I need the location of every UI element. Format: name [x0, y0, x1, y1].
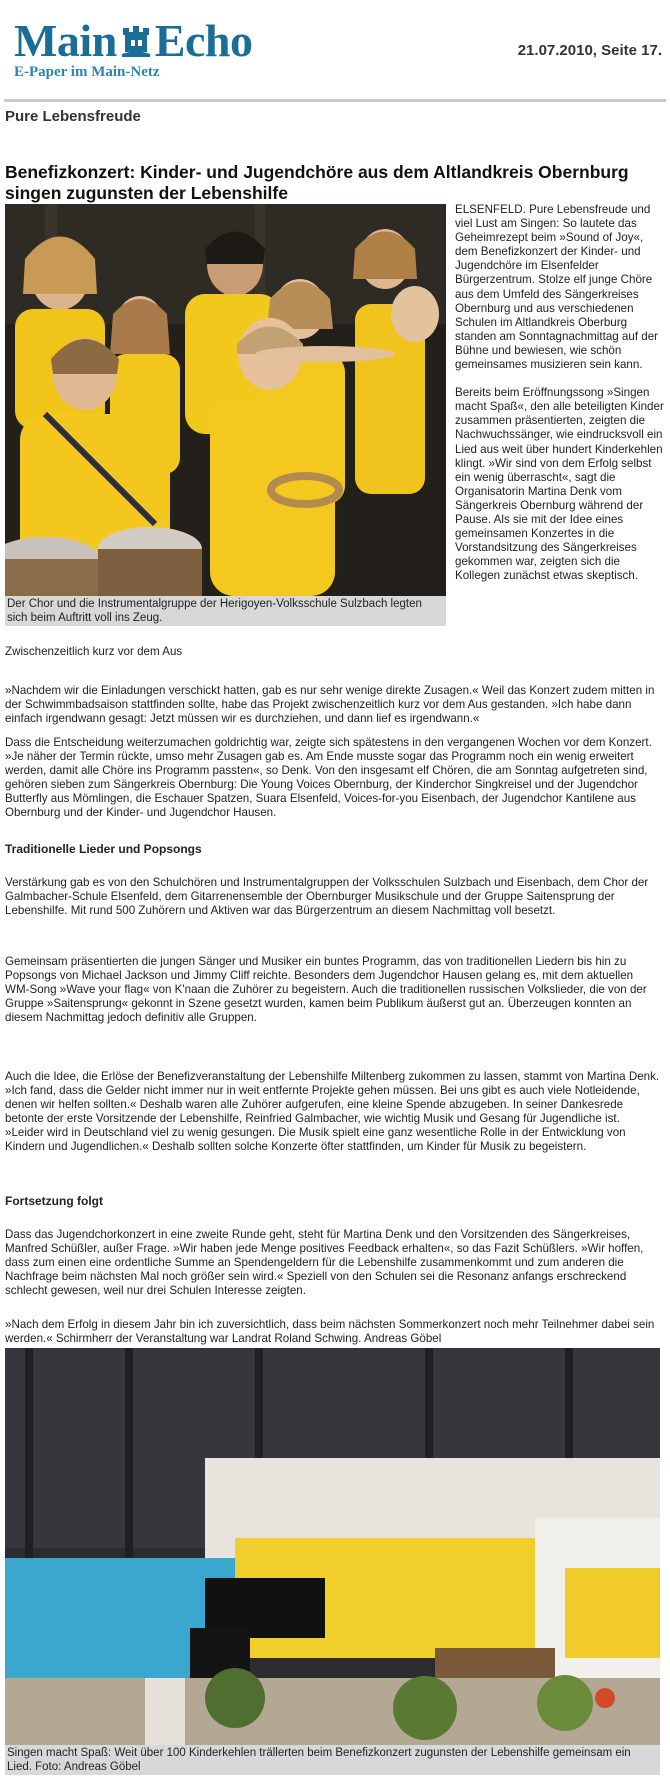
body-paragraph: »Nach dem Erfolg in diesem Jahr bin ich zuversichtlich, dass beim nächsten Sommerkonzert noch mehr Teilnehmer dabei sein werden.« Schirmherr der Veranstaltung war Landrat Roland Schwing. Andreas Göbel: [5, 1318, 655, 1346]
lead-paragraph-2: Bereits beim Eröffnungssong »Singen macht Spaß«, den alle beteiligten Kinder zusammen präsentierten, zeigten die Nachwuchssänger, wie eindrucksvoll ein Lied aus weit über hundert Kinderkehlen klingt. »Wir sind von dem Erfolg selbst ein wenig überrascht«, sagt die Organisatorin Martina Denk vom Sängerkreis Obernburg während der Pause. Als sie mit der Idee eines gemeinsamen Konzertes in die Vorstandsitzung des Sängerkreises gekommen war, zeigten sich die Kollegen zunächst etwas skeptisch.: [455, 386, 664, 583]
issue-date: 21.07.2010, Seite 17.: [517, 42, 662, 59]
subheading-traditionelle-lieder: Traditionelle Lieder und Popsongs: [5, 842, 202, 856]
kicker: Pure Lebensfreude: [5, 108, 141, 125]
body-paragraph: Gemeinsam präsentierten die jungen Sänger und Musiker ein buntes Programm, das von traditionellen Liedern bis hin zu Popsongs von Michael Jackson und Jimmy Cliff reichte. Besonders dem Jugendchor Hausen gelang es, mit dem aktuellen WM-Song »Wave your flag« von K'naan die Zuhörer zu begeistern. Auch die traditionellen russischen Volkslieder, die von der Gruppe »Saitensprung« gekonnt in Szene gesetzt wurden, kamen beim Publikum äußerst gut an. Überzeugen konnten an diesem Nachmittag jedoch definitiv alle Gruppen.: [5, 955, 647, 1025]
photo-concert-stage: [5, 1348, 660, 1745]
photo-concert-stage-image: [5, 1348, 660, 1745]
article-headline: Benefizkonzert: Kinder- und Jugendchöre aus dem Altlandkreis Obernburg singen zugunsten der Lebenshilfe: [5, 162, 629, 203]
photo2-caption: Singen macht Spaß: Weit über 100 Kinderkehlen trällerten beim Benefizkonzert zugunsten der Lebenshilfe gemeinsam ein Lied. Foto: Andreas Göbel: [5, 1745, 660, 1775]
subheading-fortsetzung: Fortsetzung folgt: [5, 1194, 103, 1208]
subheading-zwischenzeitlich: Zwischenzeitlich kurz vor dem Aus: [5, 645, 183, 658]
body-paragraph: Verstärkung gab es von den Schulchören und Instrumentalgruppen der Volksschulen Sulzbach und Eisenbach, dem Chor der Galmbacher-Schule Elsenfeld, dem Gitarrenensemble der Obernburger Musikschule und der Gruppe Saitensprung der Lebenshilfe. Mit rund 500 Zuhörern und Aktiven war das Bürgerzentrum an diesem Nachmittag voll besetzt.: [5, 876, 649, 918]
article-lead-column: [455, 203, 665, 597]
header-rule: [4, 99, 666, 102]
body-paragraph: »Nachdem wir die Einladungen verschickt hatten, gab es nur sehr wenige direkte Zusagen.« Weil das Konzert zudem mitten in der Schwimmbadsaison stattfinden sollte, habe das Projekt zwischenzeitlich kurz vor dem Aus gestanden. »Ich habe dann einfach irgendwann gesagt: Jetzt müssen wir es durchziehen, und dann lief es irgendwann.«: [5, 684, 655, 726]
masthead: [0, 0, 670, 100]
photo-children-choir: [5, 204, 446, 596]
body-paragraph: Dass die Entscheidung weiterzumachen goldrichtig war, zeigte sich spätestens in den vergangenen Wochen vor dem Konzert. »Je näher der Termin rückte, umso mehr Zusagen gab es. Am Ende musste sogar das Programm noch ein wenig erweitert werden, damit alle Chöre ins Programm passten«, so Denk. Von den insgesamt elf Chören, die am Sonntag aufgetreten sind, gehören sieben zum Sängerkreis Obernburg: Die Young Voices Obernburg, der Kinderchor Singkreisel und der Jugendchor Butterfly aus Mömlingen, die Eschauer Spatzen, Suara Elsenfeld, Voices-for-you Eisenbach, der Jugendchor Kantilene aus Obernburg und der Kinder- und Jugendchor Hausen.: [5, 736, 652, 820]
body-paragraph: Dass das Jugendchorkonzert in eine zweite Runde geht, steht für Martina Denk und den Vorsitzenden des Sängerkreises, Manfred Schüßler, außer Frage. »Wir haben jede Menge positives Feedback erhalten«, so das Fazit Schüßlers. »Wir hoffen, dass zum einen eine ordentliche Summe an Spendengeldern für die Lebenshilfe zusammenkommt und zum anderen die Nachfrage beim nächsten Mal noch größer sein wird.« Speziell von den Schulen sei die Resonanz anfangs erschreckend schlecht gewesen, weil nur drei Schulen Interesse zeigten.: [5, 1228, 644, 1298]
crest-icon: [119, 24, 153, 58]
photo-children-choir-image: [5, 204, 446, 596]
lead-paragraph: ELSENFELD. Pure Lebensfreude und viel Lust am Singen: So lautete das Geheimrezept beim »Sound of Joy«, dem Benefizkonzert der Kinder- und Jugendchöre im Elsenfelder Bürgerzentrum. Stolze elf junge Chöre aus dem Umfeld des Sängerkreises Obernburg und aus verschiedenen Schulen im Altlandkreis Oberburg standen am Sonntagnachmittag auf der Bühne und bewiesen, wie schön gemeinsames musizieren sein kann.: [455, 203, 659, 372]
logo-wordmark: Main Echo: [14, 15, 253, 66]
logo-tagline: E-Paper im Main-Netz: [14, 64, 160, 80]
main-echo-logo[interactable]: [14, 15, 253, 81]
photo1-caption: Der Chor und die Instrumentalgruppe der Herigoyen-Volksschule Sulzbach legten sich beim Auftritt voll ins Zeug.: [5, 596, 446, 626]
body-paragraph: Auch die Idee, die Erlöse der Benefizveranstaltung der Lebenshilfe Miltenberg zukommen zu lassen, stammt von Martina Denk. »Ich fand, dass die Gelder nicht immer nur in weit entfernte Projekte gehen müssen. Bei uns gibt es auch viele Notleidende, denen wir helfen sollten.« Deshalb waren alle Zuhörer aufgerufen, eine kleine Spende abzugeben. In seiner Dankesrede betonte der erste Vorsitzende der Lebenshilfe, Reinfried Galmbacher, wie wichtig Musik und Gesang für Jugendliche ist. »Leider wird in Deutschland viel zu wenig gesungen. Die Musik spielt eine ganz wesentliche Rolle in der Entwicklung von Kindern und Jugendlichen.« Deshalb sollten solche Konzerte öfter stattfinden, um Kinder für Musik zu begeistern.: [5, 1070, 660, 1154]
